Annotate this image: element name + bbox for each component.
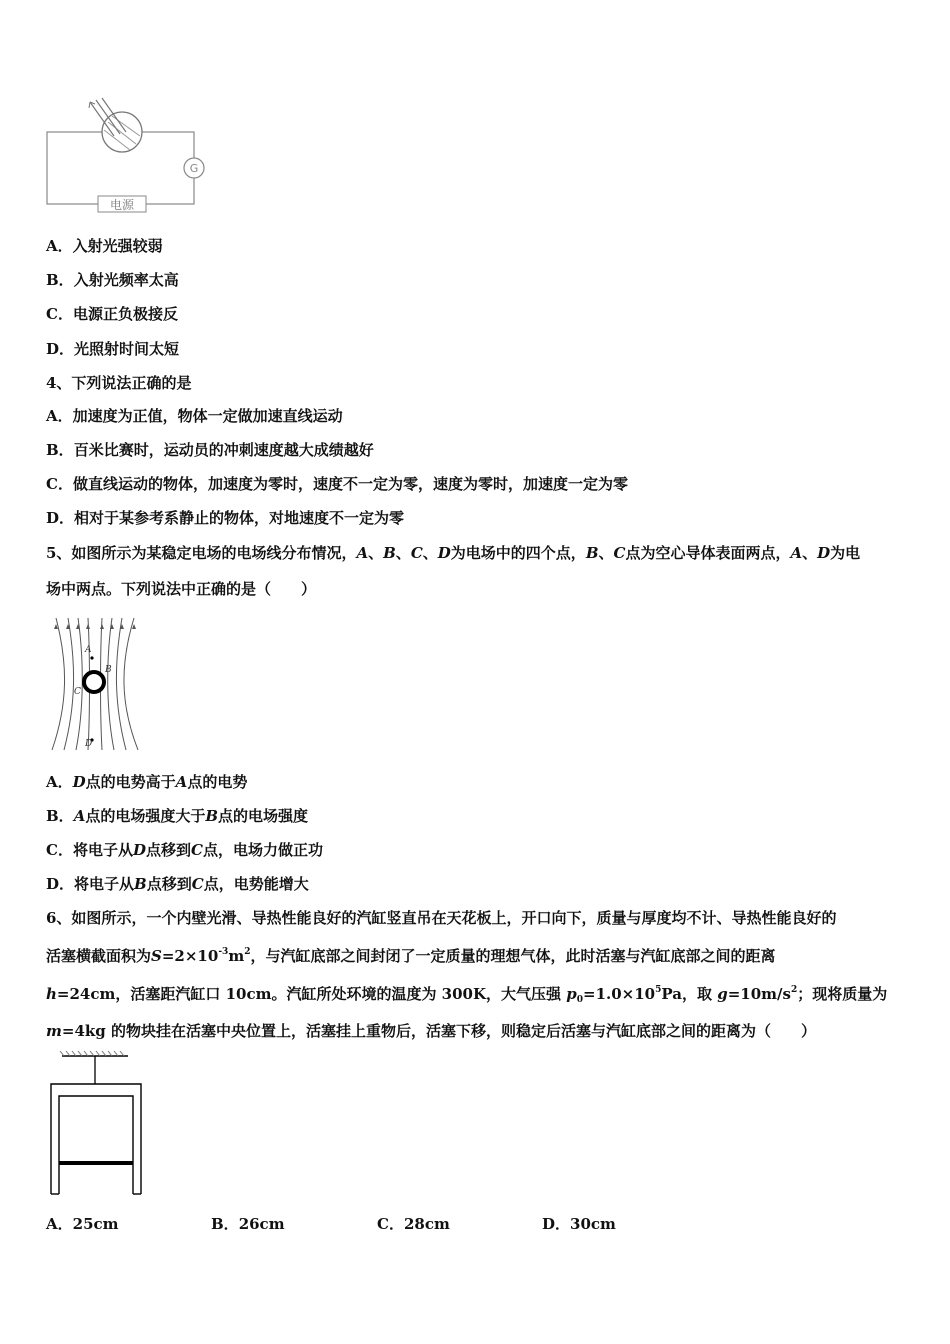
- q5-stem-line1: 5、如图所示为某稳定电场的电场线分布情况，A、B、C、D为电场中的四个点，B、C点为空心导体表面两点，A、D为电: [46, 544, 861, 562]
- q6-stem-line3: h=24cm，活塞距汽缸口 10cm。汽缸所处环境的温度为 300K，大气压强 $p_0=1.0\times 10^5Pa$，取 $g=10m/s^2$；现将质量为: [46, 985, 888, 1005]
- field-point-c-label: C: [74, 687, 81, 697]
- q6-option-c: C．28cm: [377, 1215, 450, 1233]
- q4-option-a: A．加速度为正值，物体一定做加速直线运动: [46, 407, 343, 425]
- q5-stem-line2: 场中两点。下列说法中正确的是（ ）: [46, 580, 317, 598]
- cylinder-figure: [46, 1050, 150, 1200]
- q5-option-c: C．将电子从D点移到C点，电场力做正功: [46, 841, 323, 859]
- field-point-b-label: B: [105, 665, 112, 675]
- q4-option-d: D．相对于某参考系静止的物体，对地速度不一定为零: [46, 509, 405, 527]
- field-point-d-label: D: [85, 739, 93, 749]
- q4-option-c: C．做直线运动的物体，加速度为零时，速度不一定为零，速度为零时，加速度一定为零: [46, 475, 628, 493]
- q3-option-d: D．光照射时间太短: [46, 340, 180, 358]
- galvanometer-label: G: [189, 162, 199, 175]
- q5-option-a: A．D点的电势高于A点的电势: [46, 773, 248, 791]
- q6-option-a: A．25cm: [46, 1215, 119, 1233]
- q3-option-c: C．电源正负极接反: [46, 305, 178, 323]
- photoelectric-circuit-figure: [44, 96, 214, 216]
- q4-option-b: B．百米比赛时，运动员的冲刺速度越大成绩越好: [46, 441, 374, 459]
- q3-option-a: A．入射光强较弱: [46, 237, 163, 255]
- field-point-a-label: A: [85, 645, 92, 655]
- q6-stem-line4: m=4kg 的物块挂在活塞中央位置上，活塞挂上重物后，活塞下移，则稳定后活塞与汽缸底部之间的距离为（ ）: [46, 1022, 816, 1040]
- q6-option-d: D．30cm: [542, 1215, 616, 1233]
- q5-option-b: B．A点的电场强度大于B点的电场强度: [46, 807, 309, 825]
- q3-option-b: B．入射光频率太高: [46, 271, 179, 289]
- q4-stem: 4、下列说法正确的是: [46, 374, 192, 392]
- q6-stem-line1: 6、如图所示，一个内壁光滑、导热性能良好的汽缸竖直吊在天花板上，开口向下，质量与厚度均不计、导热性能良好的: [46, 909, 837, 927]
- electric-field-figure: [46, 614, 142, 754]
- q6-stem-line2: 活塞横截面积为$S=2\times 10^{-3}m^2$，与汽缸底部之间封闭了一定质量的理想气体，此时活塞与汽缸底部之间的距离: [46, 947, 776, 965]
- q6-option-b: B．26cm: [211, 1215, 285, 1233]
- power-source-label: 电源: [109, 198, 135, 212]
- q5-option-d: D．将电子从B点移到C点，电势能增大: [46, 875, 309, 893]
